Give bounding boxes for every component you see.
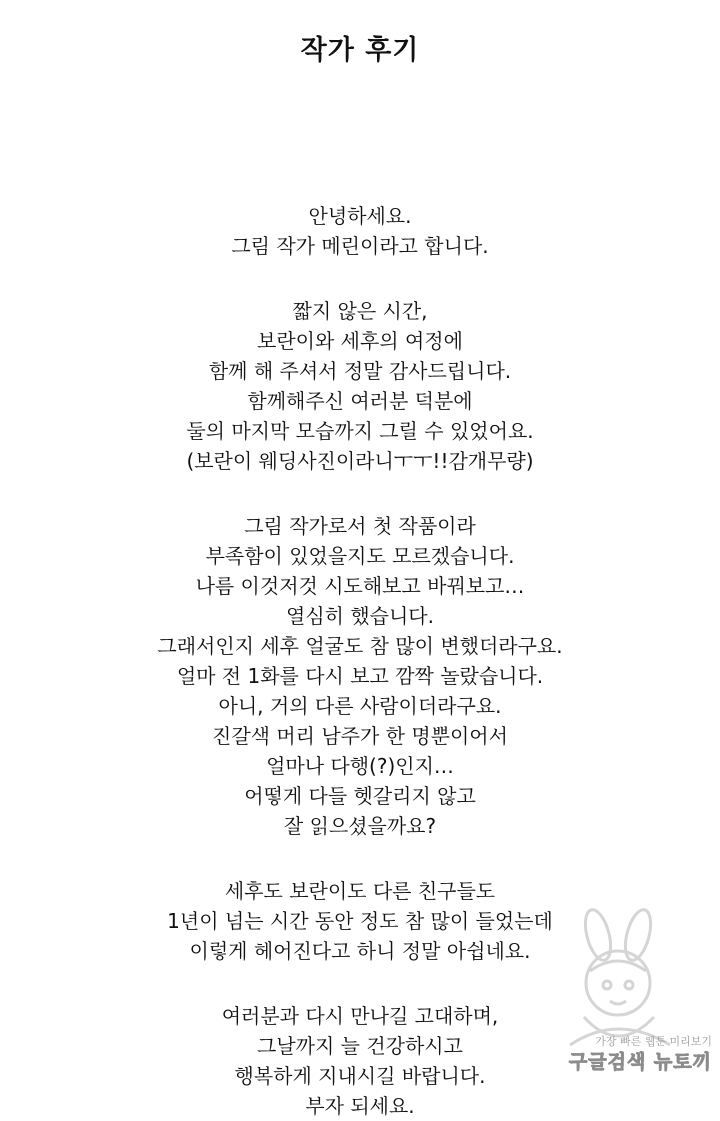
text-line: 여러분과 다시 만나길 고대하며, bbox=[221, 1004, 499, 1028]
text-line: 둘의 마지막 모습까지 그릴 수 있었어요. bbox=[186, 419, 534, 443]
text-line: 부자 되세요. bbox=[305, 1094, 415, 1118]
paragraph-first-work bbox=[0, 511, 720, 841]
text-line: 열심히 했습니다. bbox=[286, 604, 434, 628]
text-line: 나름 이것저것 시도해보고 바꿔보고… bbox=[195, 574, 525, 598]
text-line: 세후도 보란이도 다른 친구들도 bbox=[224, 879, 496, 903]
text-line: 이렇게 헤어진다고 하니 정말 아쉽네요. bbox=[189, 939, 531, 963]
text-line: (보란이 웨딩사진이라니ㅜㅜ!!감개무량) bbox=[186, 449, 534, 473]
text-line: 부족함이 있었을지도 모르겠습니다. bbox=[205, 544, 515, 568]
text-line: 함께 해 주셔서 정말 감사드립니다. bbox=[208, 359, 512, 383]
text-line: 그날까지 늘 건강하시고 bbox=[257, 1034, 463, 1058]
watermark-tagline: 가장 빠른 웹툰 미리보기 bbox=[595, 1035, 712, 1048]
paragraph-greeting bbox=[0, 201, 720, 261]
page-title: 작가 후기 bbox=[300, 35, 420, 66]
text-line: 함께해주신 여러분 덕분에 bbox=[247, 389, 473, 413]
text-line: 그림 작가 메린이라고 합니다. bbox=[231, 234, 489, 258]
text-line: 어떻게 다들 헷갈리지 않고 bbox=[244, 784, 476, 808]
text-line: 그래서인지 세후 얼굴도 참 많이 변했더라구요. bbox=[157, 634, 563, 658]
text-line: 잘 읽으셨을까요? bbox=[283, 814, 437, 838]
site-watermark bbox=[540, 905, 720, 1080]
text-line: 행복하게 지내시길 바랍니다. bbox=[234, 1064, 486, 1088]
text-line: 얼마나 다행(?)인지… bbox=[266, 754, 454, 778]
text-line: 1년이 넘는 시간 동안 정도 참 많이 들었는데 bbox=[167, 909, 553, 933]
text-line: 짧지 않은 시간, bbox=[292, 299, 428, 323]
paragraph-thanks bbox=[0, 296, 720, 476]
text-line: 아니, 거의 다른 사람이더라구요. bbox=[218, 694, 502, 718]
text-line: 진갈색 머리 남주가 한 명뿐이어서 bbox=[212, 724, 508, 748]
watermark-brand: 구글검색 뉴토끼 bbox=[568, 1051, 712, 1073]
text-line: 그림 작가로서 첫 작품이라 bbox=[244, 514, 476, 538]
text-line: 보란이와 세후의 여정에 bbox=[257, 329, 463, 353]
text-line: 안녕하세요. bbox=[308, 204, 412, 228]
text-line: 얼마 전 1화를 다시 보고 깜짝 놀랐습니다. bbox=[176, 664, 544, 688]
